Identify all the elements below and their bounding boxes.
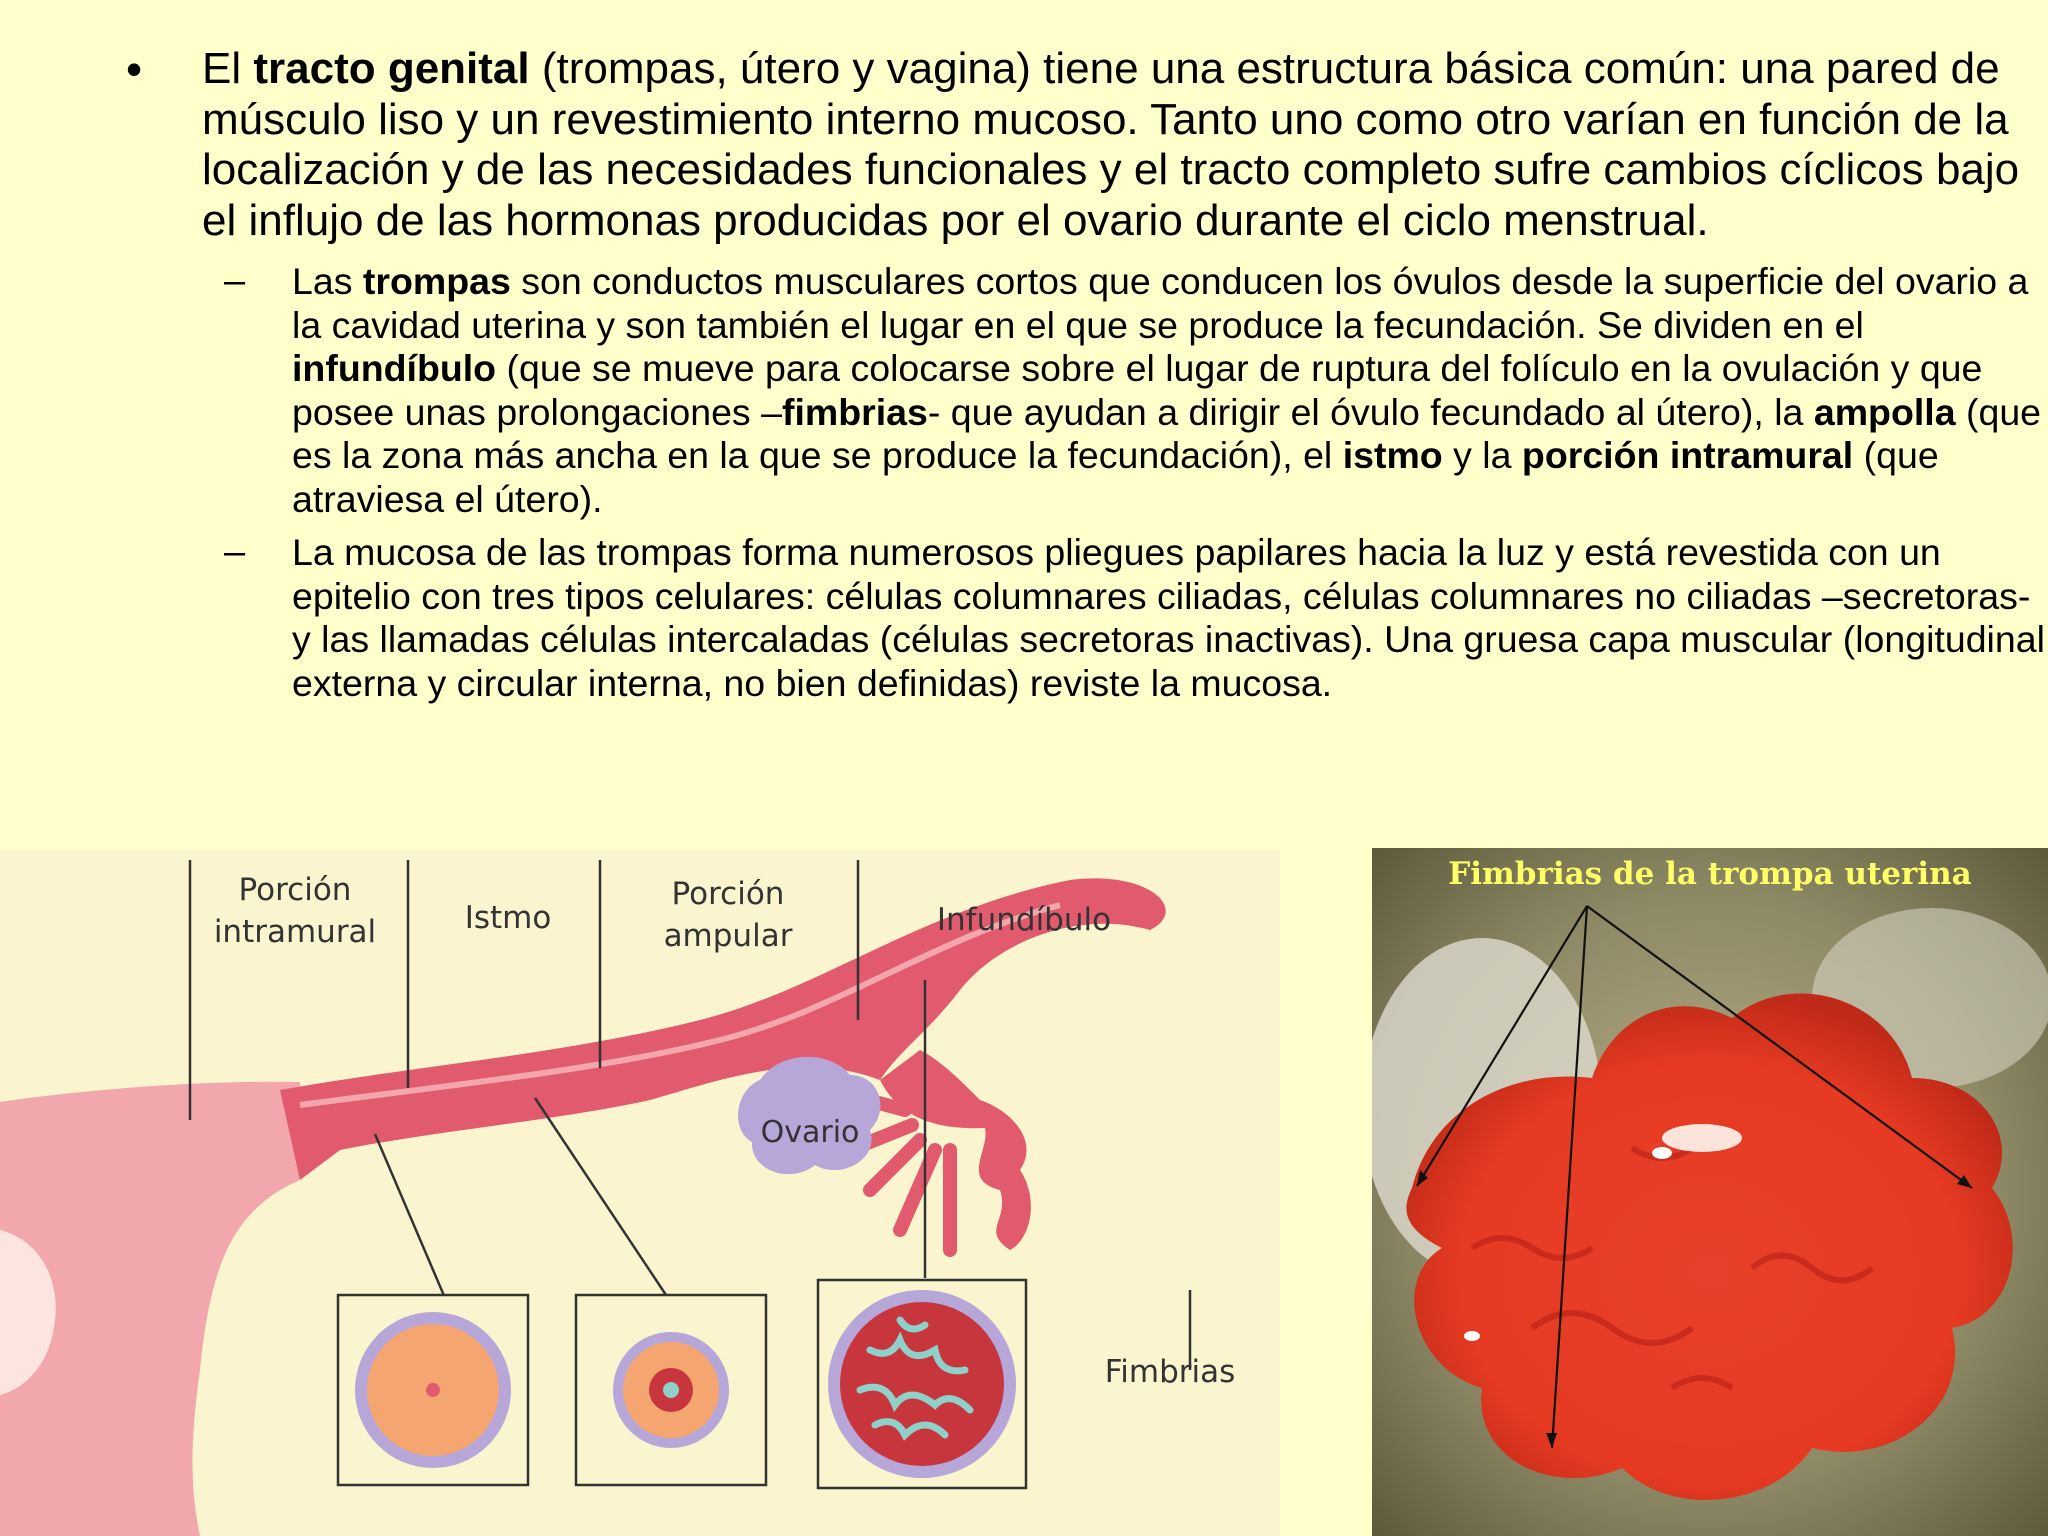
label-porcion-intramural-2: intramural (213, 914, 377, 950)
label-infundibulo: Infundíbulo (936, 902, 1112, 938)
bold-term: ampolla (1813, 390, 1956, 433)
sub-bullet-trompas (120, 260, 2042, 521)
text-run: - que ayudan a dirigir el óvulo fecundado al útero), la (927, 390, 1814, 433)
text-run: (trompas, útero y vagina) tiene una estructura básica común: una pared de músculo liso y un revestimiento interno mucoso. Tanto uno como otro varían en función de la localización y de las necesidades funcionales y el tracto completo sufre cambios cíclicos bajo el influjo de las hormonas producidas por el ovario durante el ciclo menstrual. (202, 44, 2020, 245)
light-reflection (1662, 1124, 1742, 1152)
main-bullet (120, 43, 2020, 246)
photo-caption: Fimbrias de la trompa uterina (1448, 856, 1972, 892)
label-ovario: Ovario (760, 1115, 860, 1150)
label-porcion-intramural-1: Porción (238, 872, 352, 908)
bold-term: porción intramural (1521, 434, 1854, 476)
sub-bullet-text: La mucosa de las trompas forma numerosos pliegues papilares hacia la luz y está revestida con un epitelio con tres tipos celulares: células columnares ciliadas, células columnares no ciliadas –secretoras- y las llamadas células intercaladas (células secretoras inactivas). Una gruesa capa muscular (longitudinal externa y circular interna, no bien definidas) reviste la mucosa. (292, 531, 2045, 704)
sub-bullet-mucosa (120, 531, 2045, 705)
main-bullet-text (202, 44, 2032, 246)
bullet-marker: • (126, 43, 143, 95)
bold-term: istmo (1342, 434, 1443, 476)
cross-section-lumen (663, 1382, 679, 1398)
label-istmo: Istmo (464, 900, 552, 936)
label-porcion-ampular-2: ampular (663, 918, 793, 954)
bold-term: tracto genital (253, 44, 530, 93)
bold-term: infundíbulo (292, 347, 497, 389)
text-run: (que se mueve para colocarse sobre el lugar de ruptura del folículo en la ovulación y que posee unas prolongaciones – (292, 347, 1983, 433)
fimbriae-photo (1372, 848, 2048, 1536)
dash-marker: – (224, 260, 246, 302)
text-run: (que atraviesa el útero). (292, 434, 1939, 520)
fallopian-tube-diagram (0, 850, 1280, 1536)
light-reflection (1464, 1331, 1480, 1341)
text-run: (que es la zona más ancha en la que se produce la fecundación), el (292, 390, 2042, 476)
text-run: El (202, 44, 254, 93)
text-block (120, 43, 2045, 705)
light-reflection (1652, 1147, 1672, 1159)
text-run: y la (1442, 434, 1522, 476)
cross-section-lumen (426, 1383, 440, 1397)
label-porcion-ampular-1: Porción (671, 876, 785, 912)
text-run: Las (292, 260, 363, 302)
bold-term: trompas (362, 260, 511, 302)
sub-bullet-text (292, 260, 2048, 521)
text-run: son conductos musculares cortos que conducen los óvulos desde la superficie del ovario a la cavidad uterina y son también el lugar en el que se produce la fecundación. Se dividen en el (292, 260, 2029, 346)
label-fimbrias: Fimbrias (1104, 1354, 1236, 1390)
dash-marker: – (224, 531, 246, 573)
bold-term: fimbrias (781, 390, 928, 433)
